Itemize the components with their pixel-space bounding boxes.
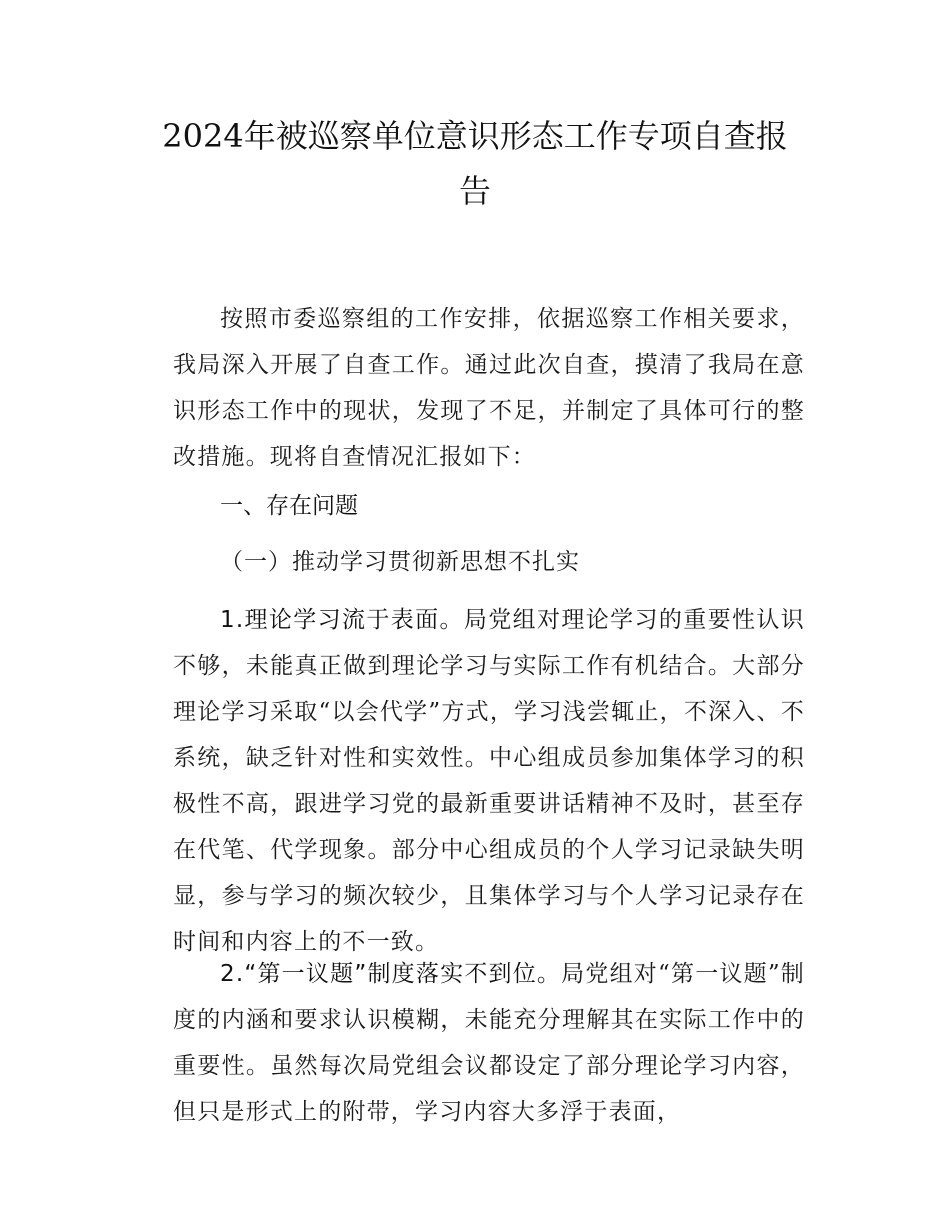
item-2-text: 局党组对“第一议题”制度的内涵和要求认识模糊，未能充分理解其在实际工作中的重要性。虽然每次局党组会议都设定了部分理论学习内容，但只是形式上的附带，学习内容大多浮于表面， [173,961,805,1125]
item-1-text: 局党组对理论学习的重要性认识不够，未能真正做到理论学习与实际工作有机结合。大部分理论学习采取“以会代学”方式，学习浅尝辄止，不深入、不系统，缺乏针对性和实效性。中心组成员参加集体学习的积极性不高，跟进学习党的最新重要讲话精神不及时，甚至存在代笔、代学现象。部分中心组成员的个人学习记录缺失明显，参与学习的频次较少，且集体学习与个人学习记录存在时间和内容上的不一致。 [173,607,805,955]
document-title-line-2: 告 [458,172,491,210]
intro-paragraph: 按照市委巡察组的工作安排，依据巡察工作相关要求，我局深入开展了自查工作。通过此次自查，摸清了我局在意识形态工作中的现状，发现了不足，并制定了具体可行的整改措施。现将自查情况汇报如下： [173,306,805,470]
item-2-paragraph [173,951,805,1135]
document-title-line-1: 2024年被巡察单位意识形态工作专项自查报 [162,117,788,155]
item-1-paragraph [173,597,805,965]
subsection-heading-study: （一）推动学习贯彻新思想不扎实 [220,549,580,575]
item-2-lead: 2.“第一议题”制度落实不到位。 [220,961,562,987]
section-heading-problems: 一、存在问题 [220,493,358,519]
item-1-lead: 1.理论学习流于表面。 [220,607,464,633]
